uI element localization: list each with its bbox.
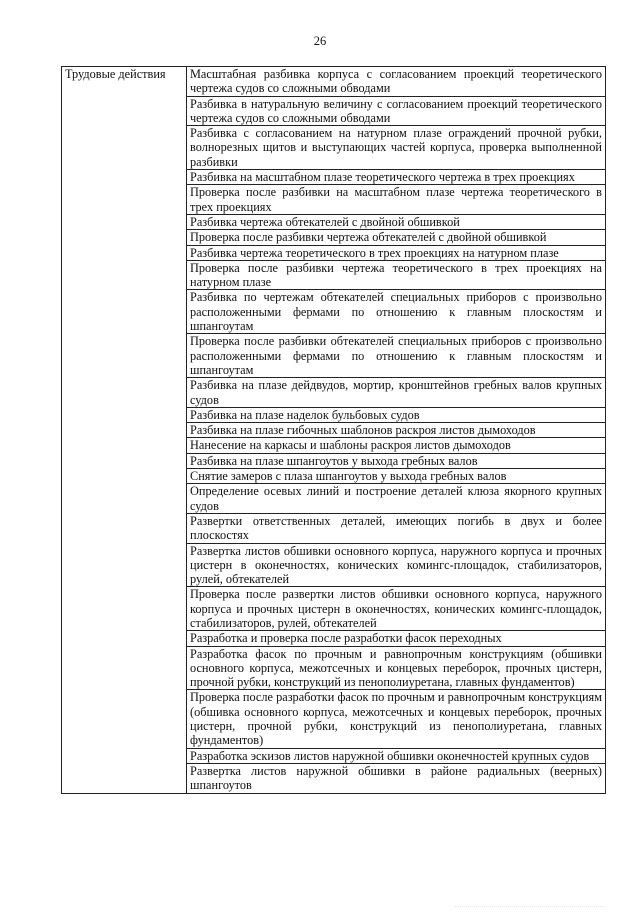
action-cell: Проверка после разбивки чертежа теоретического в трех проекциях на натурном плазе — [187, 260, 606, 290]
action-cell: Разработка фасок по прочным и равнопрочным конструкциям (обшивки основного корпуса, межотсечных и концевых переборок, прочных цистерн, прочной рубки, конструкций из пенополиуретана, главных фундаментов) — [187, 646, 606, 690]
action-cell: Разбивка на плазе дейдвудов, мортир, кронштейнов гребных валов крупных судов — [187, 378, 606, 408]
action-cell: Развертки ответственных деталей, имеющих погибь в двух и более плоскостях — [187, 513, 606, 543]
action-cell: Нанесение на каркасы и шаблоны раскроя листов дымоходов — [187, 438, 606, 453]
action-cell: Разбивка на плазе шпангоутов у выхода гребных валов — [187, 453, 606, 468]
action-cell: Разбивка чертежа теоретического в трех проекциях на натурном плазе — [187, 245, 606, 260]
action-cell: Разбивка на масштабном плазе теоретического чертежа в трех проекциях — [187, 170, 606, 185]
action-cell: Развертка листов наружной обшивки в районе радиальных (веерных) шпангоутов — [187, 763, 606, 793]
labor-actions-table — [61, 66, 606, 794]
page-number: 26 — [313, 34, 327, 48]
action-cell: Масштабная разбивка корпуса с согласованием проекций теоретического чертежа судов со сложными обводами — [187, 67, 606, 97]
action-cell: Проверка после разработки фасок по прочным и равнопрочным конструкциям (обшивка основного корпуса, межотсечных и концевых переборок, прочных цистерн, прочной рубки, конструкций из пенополиуретана, главных фундаментов) — [187, 690, 606, 748]
action-cell: Проверка после разбивки чертежа обтекателей с двойной обшивкой — [187, 230, 606, 245]
action-cell: Разбивка на плазе гибочных шаблонов раскроя листов дымоходов — [187, 423, 606, 438]
row-label-cell: Трудовые действия — [62, 67, 187, 794]
action-cell: Снятие замеров с плаза шпангоутов у выхода гребных валов — [187, 469, 606, 484]
scan-edge-mark — [455, 906, 605, 917]
action-cell: Проверка после разбивки на масштабном плазе чертежа теоретического в трех проекциях — [187, 185, 606, 215]
action-cell: Проверка после развертки листов обшивки основного корпуса, наружного корпуса и прочных цистерн в оконечностях, конических комингс-площадок, стабилизаторов, рулей, обтекателей — [187, 587, 606, 631]
table-row — [62, 67, 606, 97]
action-cell: Разбивка в натуральную величину с согласованием проекций теоретического чертежа судов со сложными обводами — [187, 96, 606, 126]
action-cell: Разбивка чертежа обтекателей с двойной обшивкой — [187, 214, 606, 229]
action-cell: Проверка после разбивки обтекателей специальных приборов с произвольно расположенными фермами по отношению к главным плоскостям и шпангоутам — [187, 334, 606, 378]
action-cell: Определение осевых линий и построение деталей клюза якорного крупных судов — [187, 484, 606, 514]
action-cell: Разбивка по чертежам обтекателей специальных приборов с произвольно расположенными фермами по отношению к главным плоскостям и шпангоутам — [187, 290, 606, 334]
action-cell: Разработка эскизов листов наружной обшивки оконечностей крупных судов — [187, 748, 606, 763]
action-cell: Разбивка с согласованием на натурном плазе ограждений прочной рубки, волнорезных щитов и выступающих частей корпуса, проверка выполненной разбивки — [187, 126, 606, 170]
action-cell: Развертка листов обшивки основного корпуса, наружного корпуса и прочных цистерн в оконечностях, конических комингс-площадок, стабилизаторов, рулей, обтекателей — [187, 543, 606, 587]
action-cell: Разбивка на плазе наделок бульбовых судов — [187, 407, 606, 422]
action-cell: Разработка и проверка после разработки фасок переходных — [187, 631, 606, 646]
table-body — [62, 67, 606, 794]
